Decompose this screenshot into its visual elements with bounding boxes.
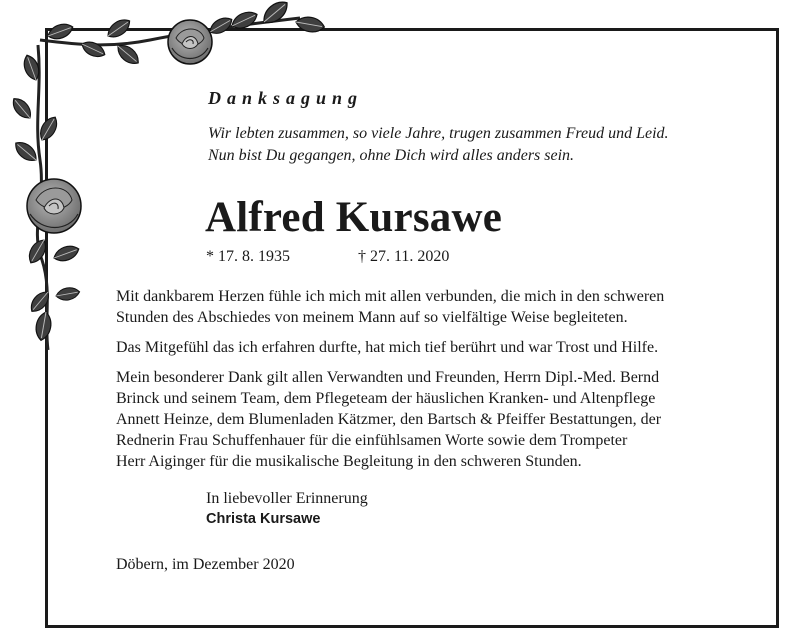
closing-phrase: In liebevoller Erinnerung xyxy=(206,490,368,507)
place-and-date: Döbern, im Dezember 2020 xyxy=(116,556,295,573)
quote-line-1: Wir lebten zusammen, so viele Jahre, trugen zusammen Freud und Leid. xyxy=(208,125,669,142)
thanks-paragraph-3: Mein besonderer Dank gilt allen Verwandten und Freunden, Herrn Dipl.-Med. Bernd Brinck und seinem Team, dem Pflegeteam der häuslichen Kranken- und Altenpflege Annett Heinze, dem Blumenladen Kätzmer, den Bartsch & Pfeiffer Bestattungen, der Rednerin Frau Schuffenhauer für die einfühlsamen Worte sowie dem Trompeter Herr Aiginger für die musikalische Begleitung in den schweren Stunden. xyxy=(116,369,662,470)
closing-block xyxy=(206,488,368,530)
memorial-quote xyxy=(208,123,669,167)
thanks-paragraph-2: Das Mitgefühl das ich erfahren durfte, hat mich tief berührt und war Trost und Hilfe. xyxy=(116,339,659,356)
thanks-paragraph-1: Mit dankbarem Herzen fühle ich mich mit allen verbunden, die mich in den schweren Stunden des Abschiedes von meinem Mann auf so vielfältige Weise begleiteten. xyxy=(116,288,665,326)
thanks-text xyxy=(116,286,776,481)
signer-name: Christa Kursawe xyxy=(206,511,321,527)
quote-line-2: Nun bist Du gegangen, ohne Dich wird alles anders sein. xyxy=(208,147,575,164)
birth-date: * 17. 8. 1935 xyxy=(206,248,290,265)
life-dates xyxy=(206,248,449,266)
deceased-name: Alfred Kursawe xyxy=(205,194,502,241)
notice-heading: Danksagung xyxy=(208,88,364,108)
death-date: † 27. 11. 2020 xyxy=(358,248,450,265)
